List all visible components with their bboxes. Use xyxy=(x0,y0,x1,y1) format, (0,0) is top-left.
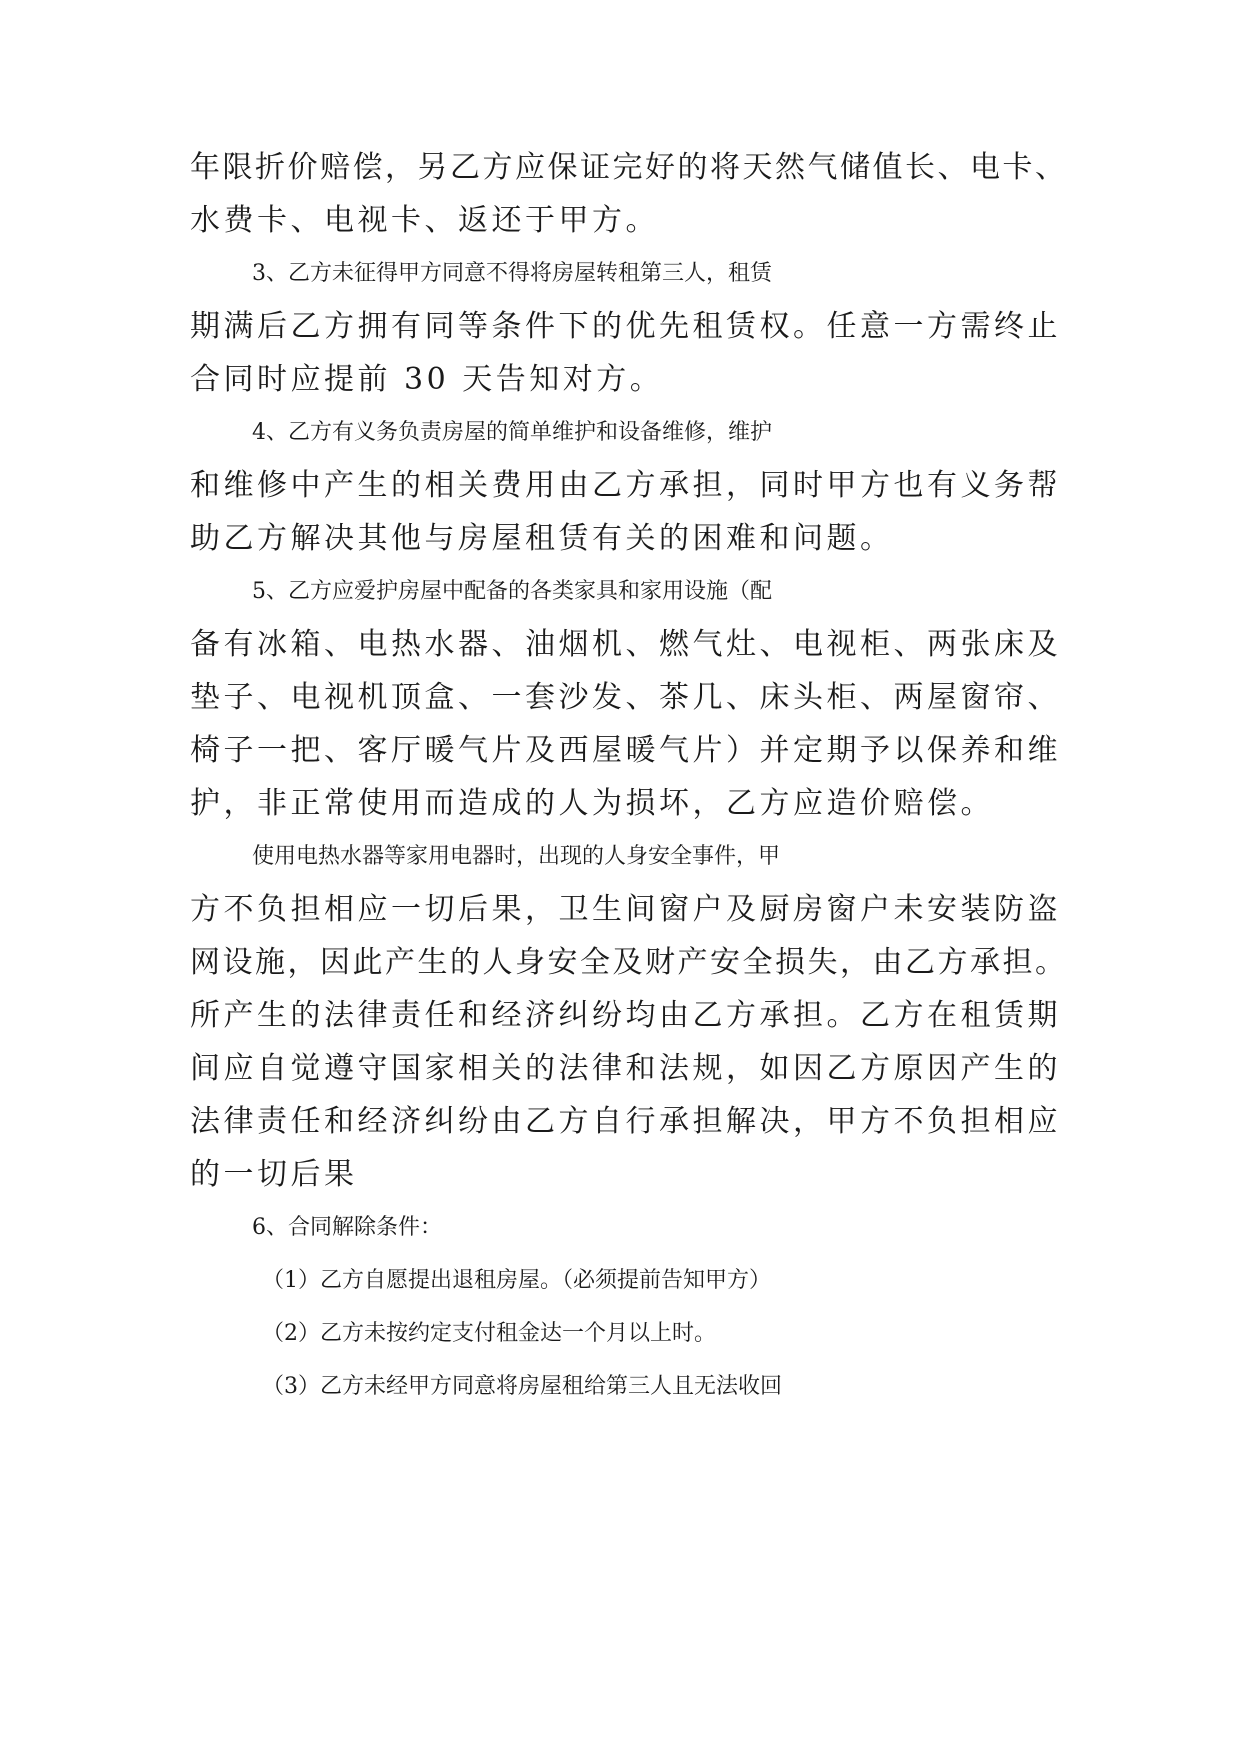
clause-3-line: 3、乙方未征得甲方同意不得将房屋转租第三人，租赁 xyxy=(252,261,772,286)
clause-4-line: 4、乙方有义务负责房屋的简单维护和设备维修，维护 xyxy=(252,420,772,445)
text-line: 网设施，因此产生的人身安全及财产安全损失，由乙方承担。 xyxy=(190,945,1068,980)
text-line: 垫子、电视机顶盒、一套沙发、茶几、床头柜、两屋窗帘、 xyxy=(190,680,1061,715)
text-line: 年限折价赔偿，另乙方应保证完好的将天然气储值长、电卡、 xyxy=(190,150,1068,185)
text-line: 助乙方解决其他与房屋租赁有关的困难和问题。 xyxy=(190,521,894,556)
text-line: 椅子一把、客厅暖气片及西屋暖气片）并定期予以保养和维 xyxy=(190,733,1061,768)
text-line: 合同时应提前 30 天告知对方。 xyxy=(190,362,664,397)
clause-5-line: 5、乙方应爱护房屋中配备的各类家具和家用设施（配 xyxy=(252,579,772,604)
text-line: 方不负担相应一切后果，卫生间窗户及厨房窗户未安装防盗 xyxy=(190,892,1061,927)
clause-6-item-3: （3）乙方未经甲方同意将房屋租给第三人且无法收回 xyxy=(262,1374,782,1399)
text-line: 水费卡、电视卡、返还于甲方。 xyxy=(190,203,659,238)
text-line: 间应自觉遵守国家相关的法律和法规，如因乙方原因产生的 xyxy=(190,1051,1061,1086)
text-line: 的一切后果 xyxy=(190,1157,358,1192)
clause-6-heading: 6、合同解除条件： xyxy=(252,1215,442,1240)
paragraph-start-line: 使用电热水器等家用电器时，出现的人身安全事件，甲 xyxy=(252,844,781,869)
clause-6-item-1: （1）乙方自愿提出退租房屋。（必须提前告知甲方） xyxy=(262,1268,771,1293)
text-line: 备有冰箱、电热水器、油烟机、燃气灶、电视柜、两张床及 xyxy=(190,627,1061,662)
text-line: 护，非正常使用而造成的人为损坏，乙方应造价赔偿。 xyxy=(190,786,994,821)
text-line: 和维修中产生的相关费用由乙方承担，同时甲方也有义务帮 xyxy=(190,468,1061,503)
clause-6-item-2: （2）乙方未按约定支付租金达一个月以上时。 xyxy=(262,1321,716,1346)
text-line: 期满后乙方拥有同等条件下的优先租赁权。任意一方需终止 xyxy=(190,309,1061,344)
text-line: 所产生的法律责任和经济纠纷均由乙方承担。乙方在租赁期 xyxy=(190,998,1061,1033)
text-line: 法律责任和经济纠纷由乙方自行承担解决，甲方不负担相应 xyxy=(190,1104,1061,1139)
